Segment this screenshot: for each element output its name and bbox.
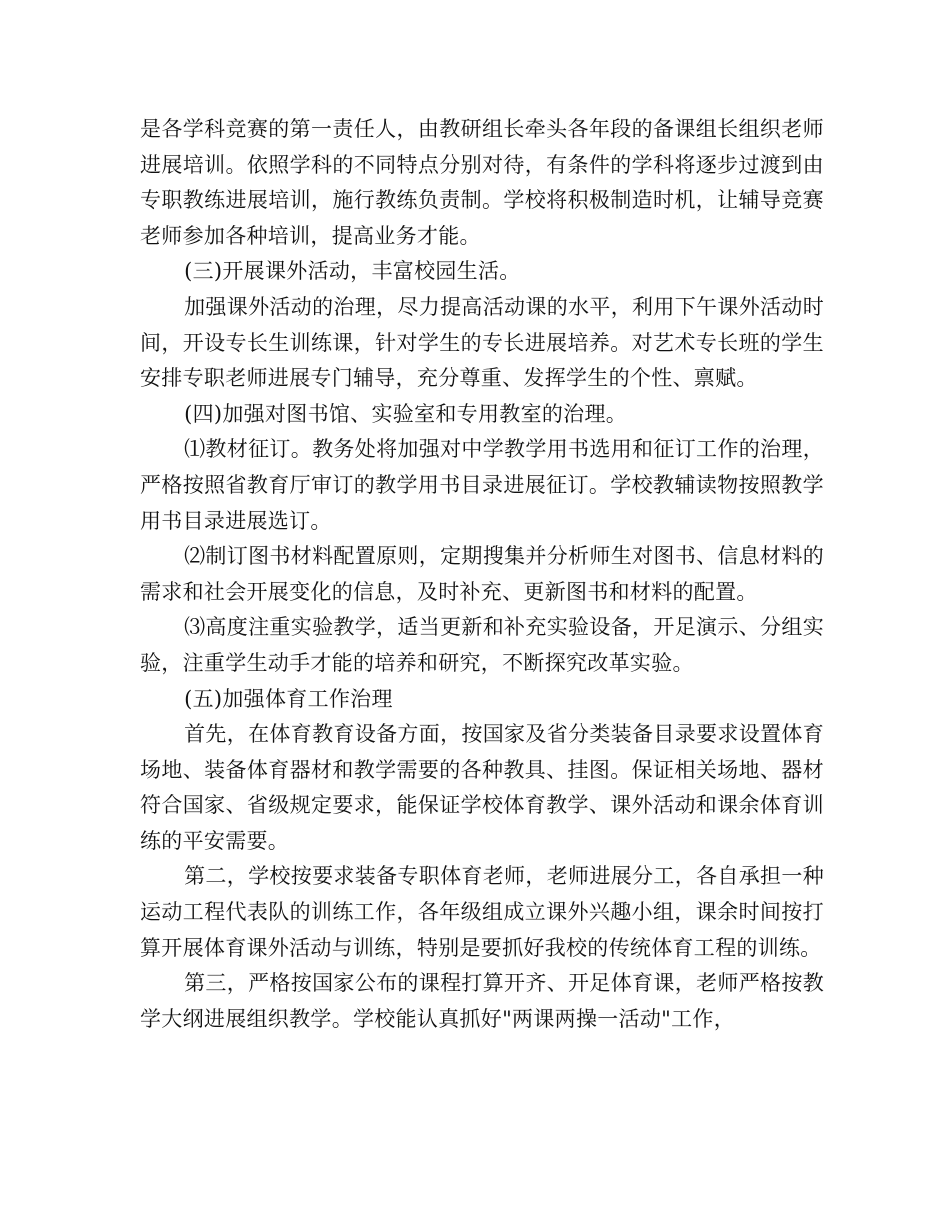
paragraph-experiment-teaching: ⑶高度注重实验教学，适当更新和补充实验设备，开足演示、分组实验，注重学生动手才能的培养和研究，不断探究改革实验。 xyxy=(140,615,824,675)
section-heading-3: (三)开展课外活动，丰富校园生活。 xyxy=(184,259,521,284)
paragraph-pe-teachers: 第二，学校按要求装备专职体育老师，老师进展分工，各自承担一种运动工程代表队的训练工作，各年级组成立课外兴趣小组，课余时间按打算开展体育课外活动与训练，特别是要抓好我校的传统体育工程的训练。 xyxy=(140,864,824,960)
document-body xyxy=(140,112,824,1037)
paragraph-continuation: 是各学科竞赛的第一责任人，由教研组长牵头各年段的备课组长组织老师进展培训。依照学科的不同特点分别对待，有条件的学科将逐步过渡到由专职教练进展培训，施行教练负责制。学校将积极制造时机，让辅导竞赛老师参加各种培训，提高业务才能。 xyxy=(140,117,824,248)
paragraph-extracurricular: 加强课外活动的治理，尽力提高活动课的水平，利用下午课外活动时间，开设专长生训练课，针对学生的专长进展培养。对艺术专长班的学生安排专职老师进展专门辅导，充分尊重、发挥学生的个性、禀赋。 xyxy=(140,294,824,391)
paragraph-textbook-ordering: ⑴教材征订。教务处将加强对中学教学用书选用和征订工作的治理，严格按照省教育厅审订的教学用书目录进展征订。学校教辅读物按照教学用书目录进展选订。 xyxy=(140,437,824,533)
paragraph-library-materials: ⑵制订图书材料配置原则，定期搜集并分析师生对图书、信息材料的需求和社会开展变化的信息，及时补充、更新图书和材料的配置。 xyxy=(140,544,824,604)
paragraph-pe-curriculum: 第三，严格按国家公布的课程打算开齐、开足体育课，老师严格按教学大纲进展组织教学。学校能认真抓好"两课两操一活动"工作， xyxy=(140,971,824,1031)
section-heading-5: (五)加强体育工作治理 xyxy=(184,686,393,711)
section-heading-4: (四)加强对图书馆、实验室和专用教室的治理。 xyxy=(184,401,628,426)
paragraph-pe-facilities: 首先，在体育教育设备方面，按国家及省分类装备目录要求设置体育场地、装备体育器材和教学需要的各种教具、挂图。保证相关场地、器材符合国家、省级规定要求，能保证学校体育教学、课外活动和课余体育训练的平安需要。 xyxy=(140,722,824,853)
